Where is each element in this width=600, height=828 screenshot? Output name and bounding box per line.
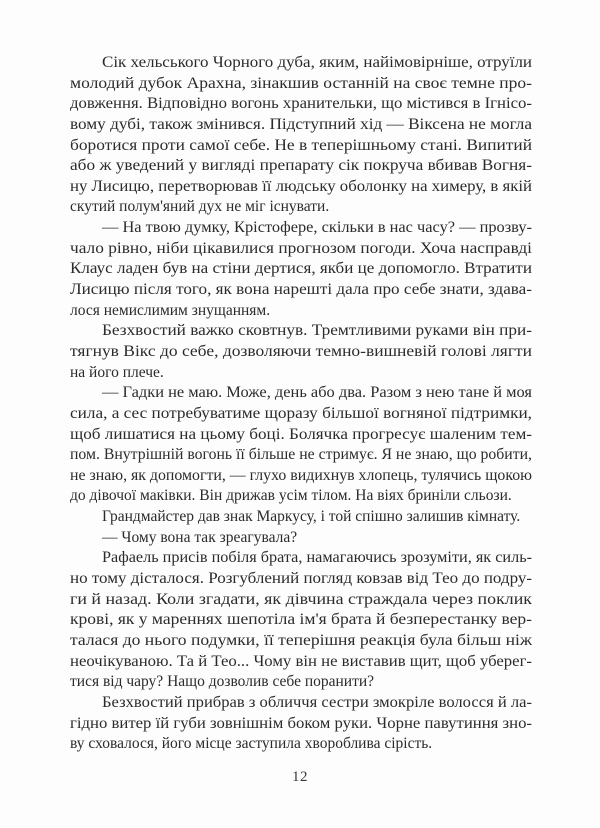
paragraph: [70, 693, 532, 755]
text-line: Клаус ладен був на стіни дертися, якби це допомогло. Втратити: [70, 260, 532, 278]
text-line: Грандмайстер дав знак Маркусу, і той спішно залишив кімнату.: [102, 508, 521, 526]
text-line: — Гадки не маю. Може, день або два. Разом з нею тане й моя: [102, 384, 532, 402]
paragraph: [70, 218, 532, 321]
paragraph: [70, 53, 532, 218]
text-line: Безхвостий прибрав з обличчя сестри змокріле волосся й ла-: [102, 693, 532, 711]
paragraph: [70, 507, 532, 528]
text-line: но тому дісталося. Розгублений погляд ковзав від Тео до подру-: [70, 570, 532, 588]
text-line: лося немислимим знущанням.: [70, 301, 271, 319]
text-line: ву сховалося, його місце заступила хвороблива сірість.: [70, 735, 433, 753]
text-line: чало рівно, ніби цікавилися прогнозом погоди. Хоча насправді: [70, 239, 532, 257]
text-line: на його плече.: [70, 363, 164, 381]
text-line: пом. Внутрішній вогонь її більше не стримує. Я не знаю, що робити,: [70, 446, 532, 464]
text-line: Рафаель присів побіля брата, намагаючись зрозуміти, як силь-: [102, 549, 532, 567]
text-line: тися від чару? Нащо дозволив себе поранити?: [70, 673, 375, 691]
text-line: гідно витер їй губи зовнішнім боком руки. Чорне павутиння зно-: [70, 714, 532, 732]
text-line: ну Лисицю, перетворював її людську оболонку на химеру, в якій: [70, 177, 532, 195]
text-line: Безхвостий важко сковтнув. Тремтливими руками він при-: [102, 322, 532, 340]
page-number: 12: [292, 769, 308, 785]
text-line: довження. Відповідно вогонь хранительки, що містився в Ігнісо-: [70, 95, 532, 113]
text-line: не знаю, як допомогти, — глухо видихнув хлопець, тулячись щокою: [70, 466, 532, 484]
text-line: крові, як у мареннях шепотіла ім'я брата й безперестанку вер-: [70, 611, 532, 629]
paragraph: [70, 383, 532, 507]
paragraph: [70, 548, 532, 692]
text-line: або ж уведений у вигляді препарату сік покруча вбивав Вогня-: [70, 157, 532, 175]
paragraph: [70, 528, 532, 549]
text-line: — Чому вона так зреагувала?: [102, 528, 298, 546]
text-line: молодий дубок Арахна, зінакшив останній на своє темне про-: [70, 74, 532, 92]
text-line: — На твою думку, Крістофере, скільки в нас часу? — прозву-: [102, 219, 532, 237]
text-line: ги й назад. Коли згадати, як дівчина страждала через поклик: [70, 590, 532, 608]
text-line: тягнув Вікс до себе, дозволяючи темно-вишневій голові лягти: [70, 342, 532, 360]
text-line: талася до нього подумки, її теперішня реакція була більш ніж: [70, 631, 532, 649]
text-line: сила, а сес потребуватиме щоразу більшої вогняної підтримки,: [70, 404, 532, 422]
page-text-block: [70, 53, 532, 755]
text-line: боротися проти самої себе. Не в теперішньому стані. Випитий: [70, 136, 532, 154]
text-line: Лисицю після того, як вона нарешті дала про себе знати, здава-: [70, 281, 532, 299]
text-line: до дівочої маківки. Він дрижав усім тілом. На віях бриніли сльози.: [70, 487, 512, 505]
text-line: Сік хельського Чорного дуба, яким, найімовірніше, отруїли: [102, 54, 532, 71]
text-line: вому дубі, також змінився. Підступний хід — Віксена не могла: [70, 115, 532, 133]
text-line: неочікуваною. Та й Тео... Чому він не виставив щит, щоб уберег-: [70, 652, 532, 670]
paragraph: [70, 321, 532, 383]
text-line: скутий полум'яний дух не міг існувати.: [70, 198, 330, 216]
text-line: щоб лишатися на цьому боці. Болячка прогресує шаленим тем-: [70, 425, 532, 443]
